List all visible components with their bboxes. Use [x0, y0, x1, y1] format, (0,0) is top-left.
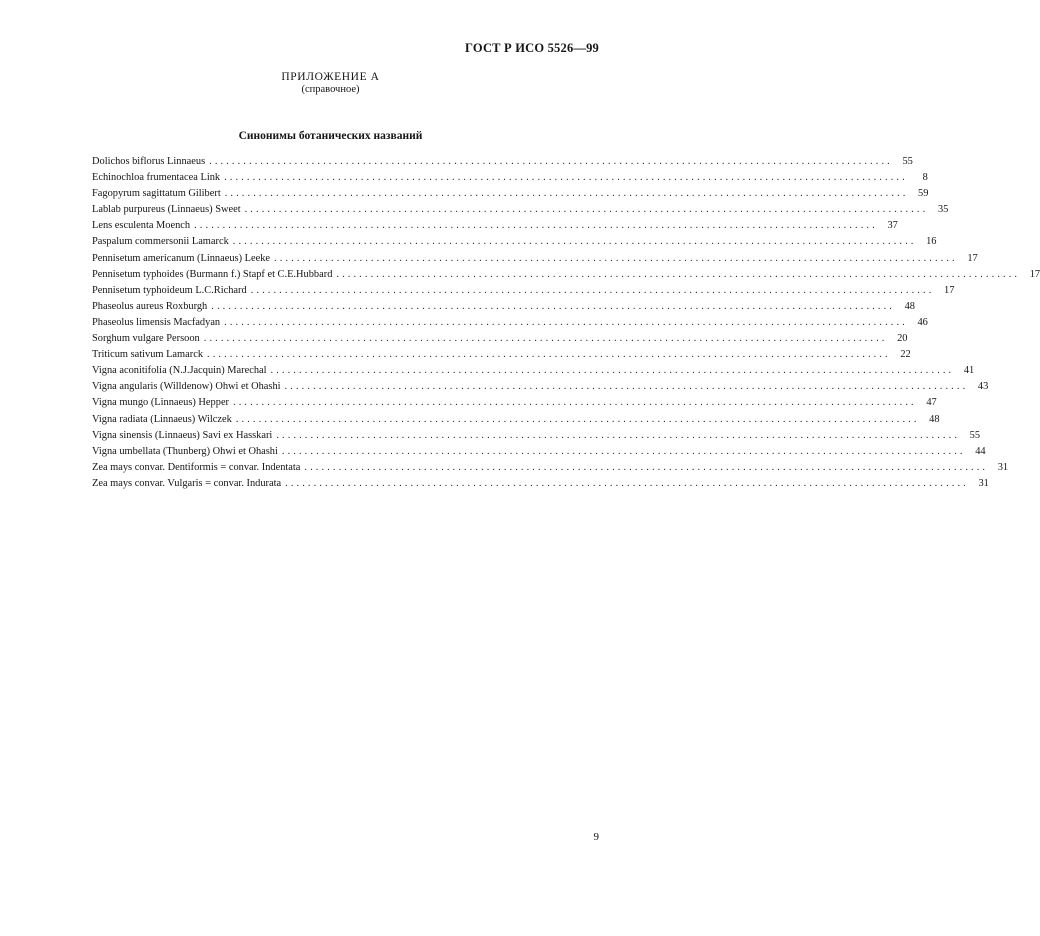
- index-entry: [92, 428, 981, 444]
- index-entry-name: Pennisetum typhoides (Burmann f.) Stapf et C.E.Hubbard: [92, 268, 333, 280]
- dot-leader: ........................................................................................................................: [233, 397, 917, 409]
- index-entry: [92, 347, 911, 363]
- index-entry-page: 37: [887, 220, 898, 232]
- dot-leader: ........................................................................................................................: [209, 156, 893, 167]
- index-entry-name: Zea mays convar. Vulgaris = convar. Indurata: [92, 477, 282, 489]
- index-entry-name: Lablab purpureus (Linnaeus) Sweet: [92, 204, 241, 216]
- index-entry-page: 55: [969, 429, 981, 441]
- index-entry-name: Sorghum vulgare Persoon: [92, 333, 200, 345]
- dot-leader: ........................................................................................................................: [276, 429, 961, 441]
- index-entry-page: 35: [937, 204, 949, 216]
- index-entry: [92, 251, 978, 267]
- index-entry: [92, 218, 898, 234]
- dot-leader: ........................................................................................................................: [207, 349, 891, 361]
- index-entry-name: Fagopyrum sagittatum Gilibert: [92, 188, 221, 200]
- index-entry: [92, 460, 1009, 476]
- index-entry-page: 46: [917, 316, 928, 328]
- index-entry-name: Vigna angularis (Willdenow) Ohwi et Ohashi: [92, 381, 281, 393]
- index-entry-name: Pennisetum typhoideum L.C.Richard: [92, 284, 247, 296]
- index-entry-page: 17: [944, 284, 955, 296]
- index-entry-name: Triticum sativum Lamarck: [92, 349, 204, 361]
- index-entry-page: 20: [897, 333, 908, 345]
- index-entry: [92, 202, 949, 218]
- index-entry-page: 43: [977, 381, 989, 393]
- index-entry: [92, 476, 989, 492]
- index-entry-page: 16: [926, 236, 937, 248]
- index-entry-page: 44: [975, 445, 986, 457]
- dot-leader: ........................................................................................................................: [235, 413, 920, 425]
- dot-leader: ........................................................................................................................: [285, 477, 969, 489]
- dot-leader: ........................................................................................................................: [274, 252, 958, 264]
- dot-leader: ........................................................................................................................: [284, 381, 969, 393]
- index-entry: [92, 363, 975, 379]
- dot-leader: ........................................................................................................................: [194, 220, 878, 232]
- index-entry-name: Paspalum commersonii Lamarck: [92, 236, 229, 248]
- dot-leader: ........................................................................................................................: [270, 365, 955, 377]
- index-entry-page: 55: [902, 156, 913, 167]
- index-entry-name: Lens esculenta Moench: [92, 220, 191, 232]
- index-entry-page: 48: [929, 413, 940, 425]
- index-entry: [92, 170, 928, 186]
- dot-leader: ........................................................................................................................: [224, 188, 909, 200]
- standard-code: ГОСТ Р ИСО 5526—99: [465, 41, 599, 55]
- synonym-index-list: [92, 154, 1040, 492]
- index-entry: [92, 412, 940, 428]
- dot-leader: ........................................................................................................................: [224, 316, 908, 328]
- index-entry-page: 17: [1029, 268, 1040, 280]
- index-entry-name: Echinochloa frumentacea Link: [92, 172, 221, 184]
- index-entry-name: Vigna radiata (Linnaeus) Wilczek: [92, 413, 232, 425]
- dot-leader: ........................................................................................................................: [281, 445, 966, 457]
- index-entry-page: 47: [926, 397, 937, 409]
- index-entry: [92, 283, 955, 299]
- index-entry-page: 31: [978, 477, 989, 489]
- index-entry: [92, 379, 989, 395]
- index-entry: [92, 331, 908, 347]
- index-entry-page: 41: [963, 365, 975, 377]
- index-entry-name: Phaseolus limensis Macfadyan: [92, 316, 221, 328]
- index-entry-page: 48: [904, 300, 915, 312]
- page-number: 9: [593, 831, 599, 843]
- dot-leader: ........................................................................................................................: [224, 172, 908, 184]
- index-entry: [92, 315, 928, 331]
- dot-leader: ........................................................................................................................: [304, 461, 989, 473]
- index-entry-name: Dolichos biflorus Linnaeus: [92, 156, 206, 167]
- index-entry-name: Pennisetum americanum (Linnaeus) Leeke: [92, 252, 271, 264]
- index-entry: [92, 186, 929, 202]
- dot-leader: ........................................................................................................................: [336, 268, 1021, 280]
- index-entry-page: 59: [918, 188, 929, 200]
- index-entry: [92, 395, 937, 411]
- index-entry-name: Vigna aconitifolia (N.J.Jacquin) Marechal: [92, 365, 267, 377]
- index-entry-name: Phaseolus aureus Roxburgh: [92, 300, 208, 312]
- index-entry: [92, 267, 1040, 283]
- index-entry-name: Vigna umbellata (Thunberg) Ohwi et Ohashi: [92, 445, 278, 457]
- index-entry-name: Zea mays convar. Dentiformis = convar. Indentata: [92, 461, 301, 473]
- index-entry: [92, 299, 915, 315]
- index-entry-name: Vigna mungo (Linnaeus) Hepper: [92, 397, 230, 409]
- appendix-subtitle: (справочное): [301, 84, 360, 95]
- section-heading: Синонимы ботанических названий: [238, 130, 423, 142]
- dot-leader: ........................................................................................................................: [211, 300, 895, 312]
- index-entry-name: Vigna sinensis (Linnaeus) Savi ex Hasskari: [92, 429, 273, 441]
- index-entry-page: 31: [997, 461, 1009, 473]
- index-entry: [92, 154, 913, 170]
- dot-leader: ........................................................................................................................: [244, 204, 929, 216]
- index-entry: [92, 234, 937, 250]
- index-entry-page: 22: [900, 349, 911, 361]
- dot-leader: ........................................................................................................................: [232, 236, 917, 248]
- appendix-title: ПРИЛОЖЕНИЕ А: [281, 71, 380, 83]
- index-entry: [92, 444, 986, 460]
- index-entry-page: 17: [967, 252, 978, 264]
- index-entry-page: 8: [922, 172, 928, 184]
- dot-leader: ........................................................................................................................: [250, 284, 935, 296]
- dot-leader: ........................................................................................................................: [203, 333, 888, 345]
